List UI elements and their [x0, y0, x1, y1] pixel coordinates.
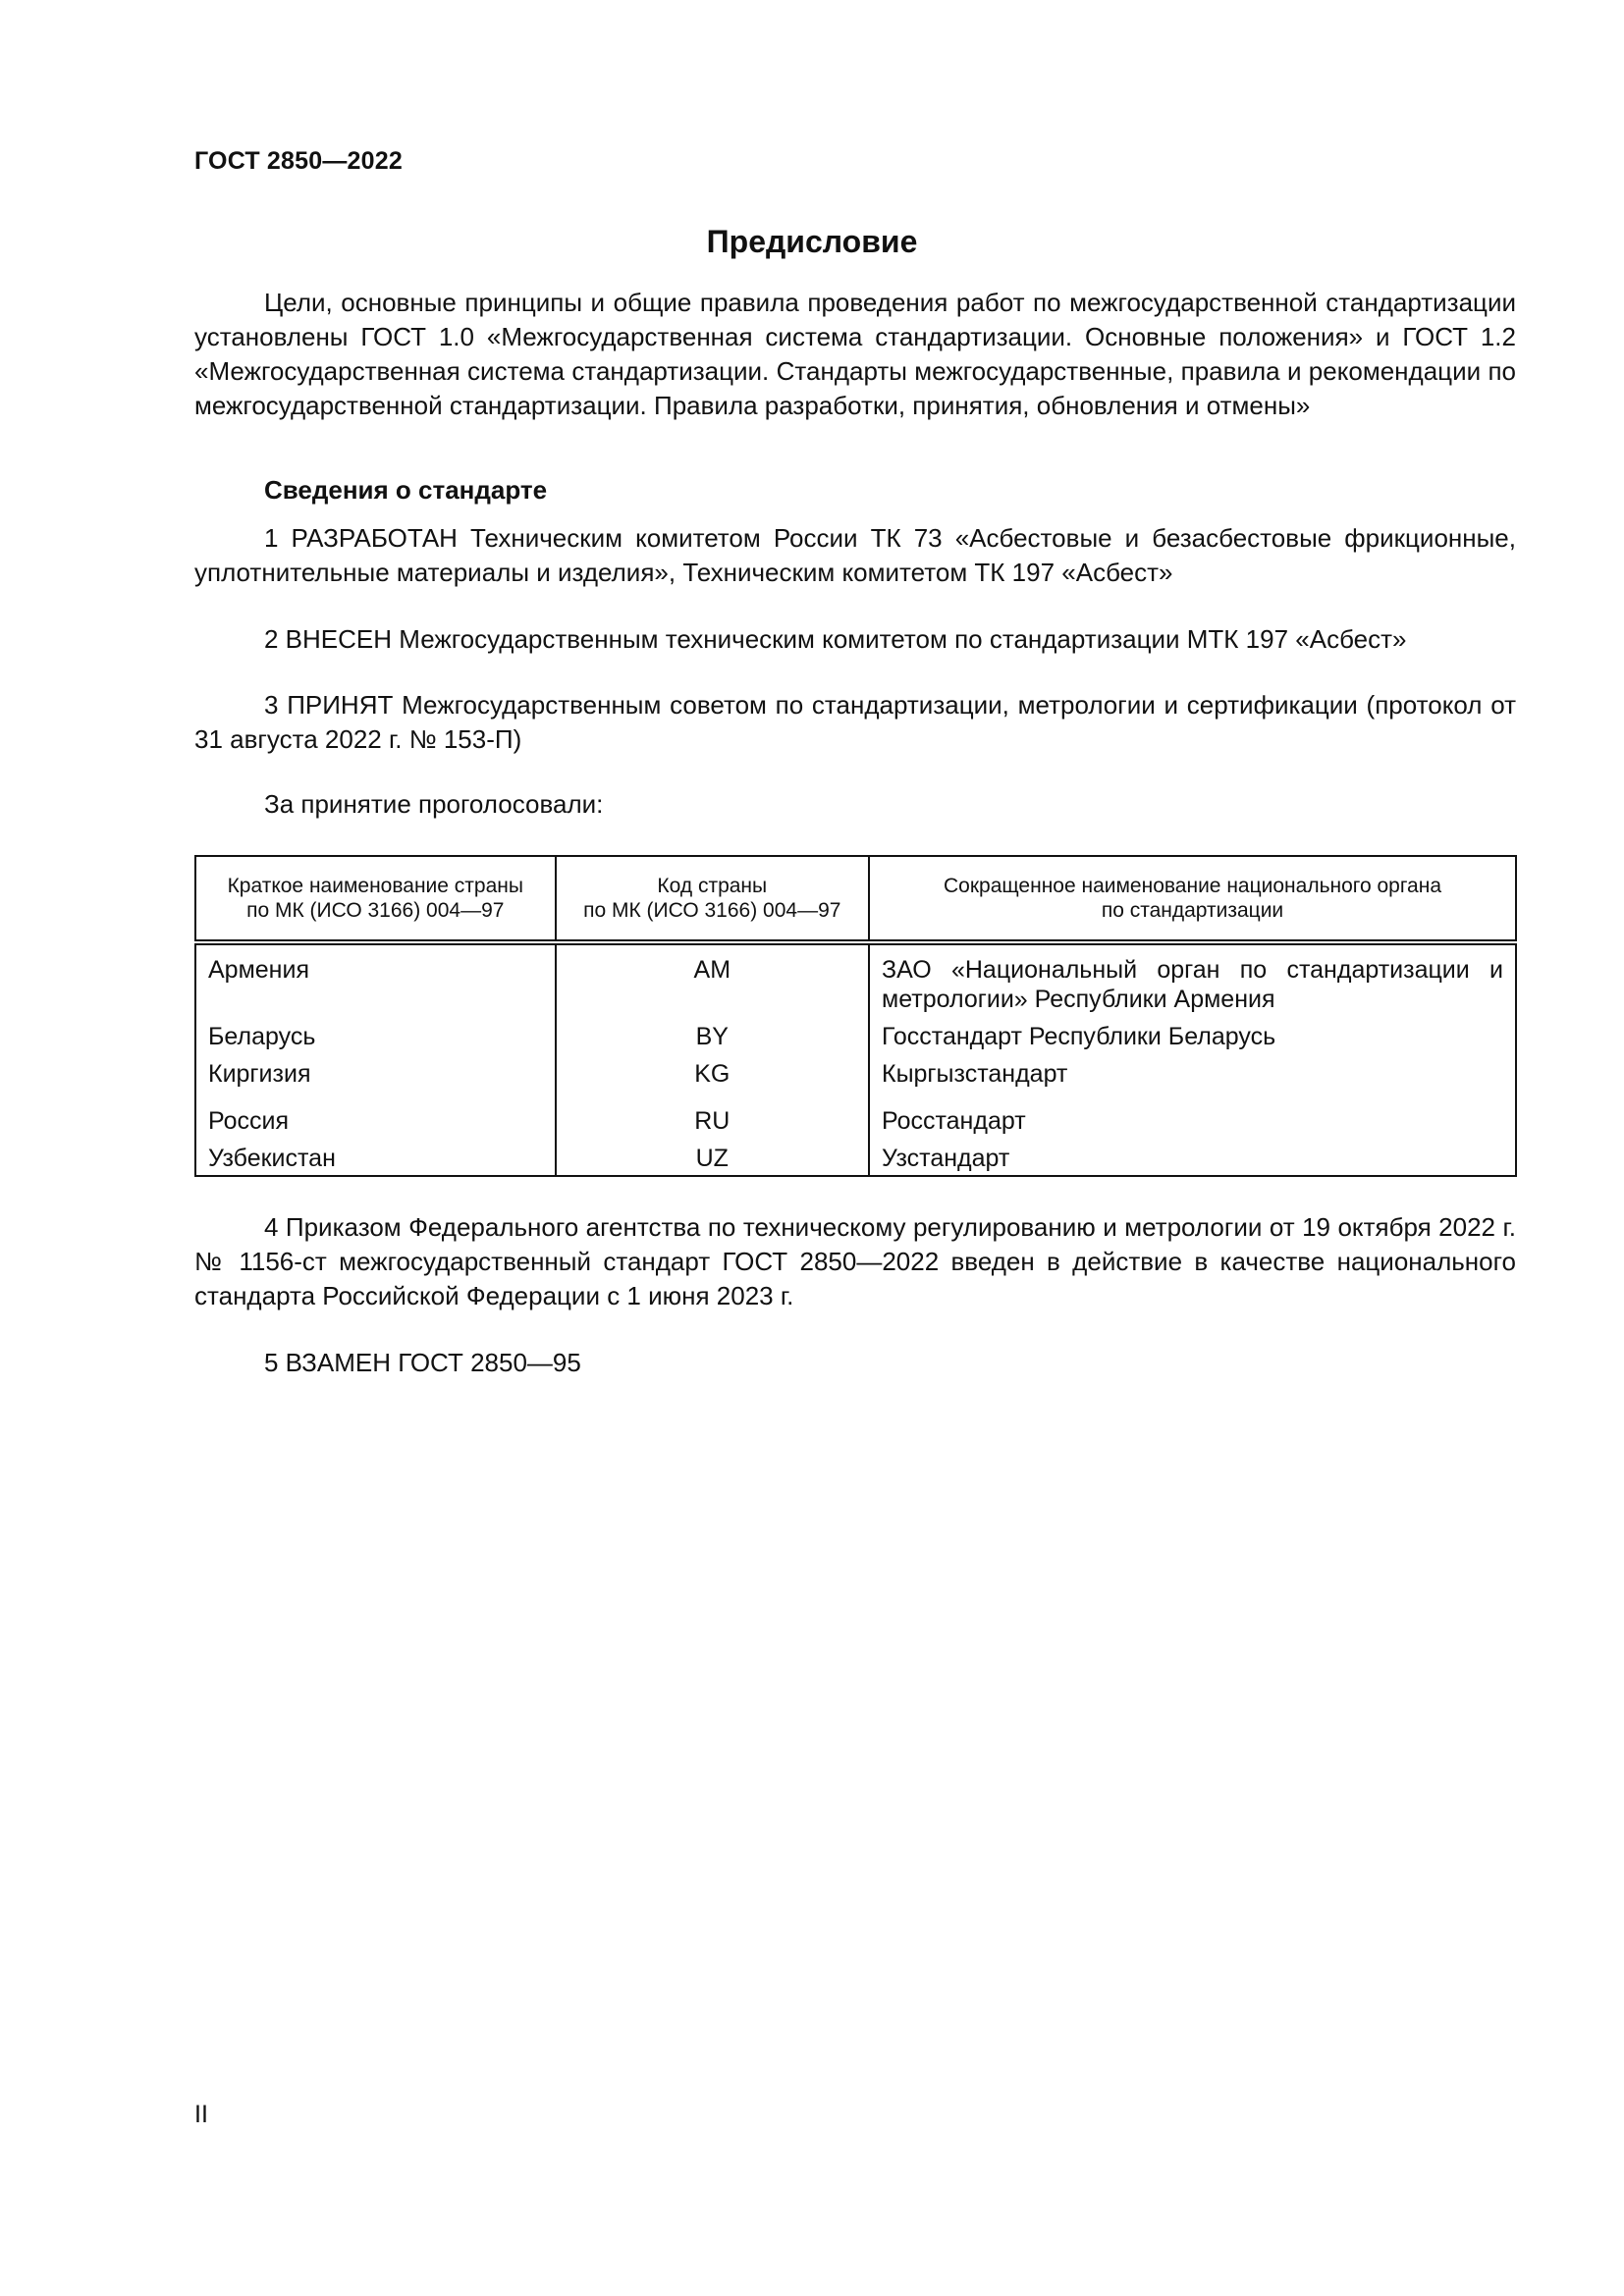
table-row	[195, 1055, 1516, 1102]
table-row	[195, 942, 1516, 1018]
country-cell: Россия	[195, 1102, 556, 1140]
voted-label: За принятие проголосовали:	[264, 789, 604, 819]
item-2-introduced: 2 ВНЕСЕН Межгосударственным техническим комитетом по стандартизации МТК 197 «Асбест»	[264, 624, 1407, 654]
column-header-code-line1: Код страны	[657, 875, 768, 897]
column-header-country	[195, 856, 556, 942]
organ-cell: Кыргызстандарт	[882, 1060, 1068, 1088]
table-row	[195, 1102, 1516, 1140]
column-header-organ-line1: Сокращенное наименование национального органа	[943, 875, 1442, 897]
code-cell: BY	[556, 1018, 869, 1055]
countries-table	[194, 855, 1517, 1177]
code-cell: AM	[556, 942, 869, 1018]
table-header-row	[195, 856, 1516, 942]
column-header-country-line1: Краткое наименование страны	[227, 875, 523, 897]
organ-cell: Госстандарт Республики Беларусь	[882, 1023, 1276, 1050]
country-cell: Узбекистан	[195, 1140, 556, 1176]
item-5-replaces: 5 ВЗАМЕН ГОСТ 2850—95	[264, 1348, 581, 1377]
code-cell: KG	[556, 1055, 869, 1102]
organ-cell: Узстандарт	[882, 1145, 1010, 1172]
country-cell: Армения	[195, 942, 556, 1018]
column-header-code-line2: по МК (ИСО 3166) 004—97	[583, 899, 841, 922]
code-cell: RU	[556, 1102, 869, 1140]
column-header-organ-line2: по стандартизации	[1101, 899, 1284, 922]
item-4-order: 4 Приказом Федерального агентства по техническому регулированию и метрологии от 19 октября 2022 г. № 1156-ст межгосударственный стандарт ГОСТ 2850—2022 введен в действие в качестве национального стандарта Российской Федерации с 1 июня 2023 г.	[194, 1212, 1516, 1310]
info-heading: Сведения о стандарте	[264, 475, 548, 505]
document-code: ГОСТ 2850—2022	[194, 147, 403, 175]
organ-cell: ЗАО «Национальный орган по стандартизации и метрологии» Республики Армения	[882, 956, 1503, 1013]
column-header-code	[556, 856, 869, 942]
column-header-country-line2: по МК (ИСО 3166) 004—97	[246, 899, 505, 922]
country-cell: Киргизия	[195, 1055, 556, 1102]
item-1-developed: 1 РАЗРАБОТАН Техническим комитетом России ТК 73 «Асбестовые и безасбестовые фрикционные, уплотнительные материалы и изделия», Техническим комитетом ТК 197 «Асбест»	[194, 523, 1516, 587]
table-row	[195, 1140, 1516, 1176]
page-title: Предисловие	[706, 224, 918, 259]
item-3-adopted: 3 ПРИНЯТ Межгосударственным советом по стандартизации, метрологии и сертификации (протокол от 31 августа 2022 г. № 153-П)	[194, 690, 1516, 754]
organ-cell: Росстандарт	[882, 1107, 1026, 1135]
country-cell: Беларусь	[195, 1018, 556, 1055]
code-cell: UZ	[556, 1140, 869, 1176]
page-number: II	[194, 2101, 208, 2128]
column-header-organ	[869, 856, 1516, 942]
intro-paragraph: Цели, основные принципы и общие правила проведения работ по межгосударственной стандартизации установлены ГОСТ 1.0 «Межгосударственная система стандартизации. Основные положения» и ГОСТ 1.2 «Межгосударственная система стандартизации. Стандарты межгосударственные, правила и рекомендации по межгосударственной стандартизации. Правила разработки, принятия, обновления и отмены»	[194, 288, 1516, 420]
table-row	[195, 1018, 1516, 1055]
